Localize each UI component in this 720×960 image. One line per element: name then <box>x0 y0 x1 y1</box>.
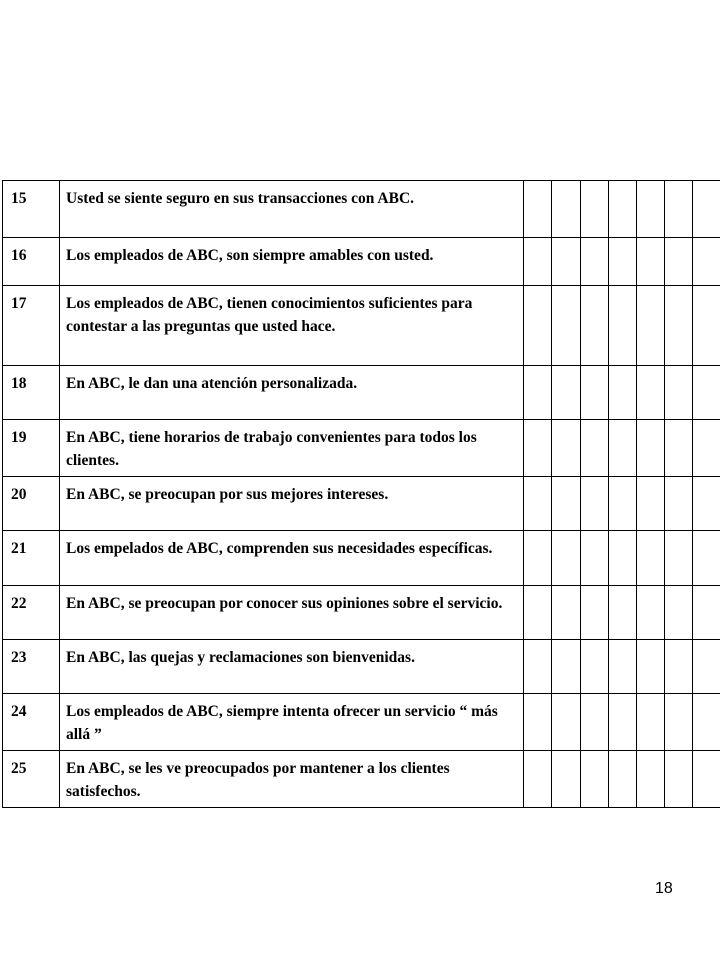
rating-cell-5[interactable] <box>637 694 665 751</box>
rating-cell-7[interactable] <box>693 640 720 694</box>
survey-row-18 <box>3 366 720 420</box>
item-statement: Los empelados de ABC, comprenden sus necesidades específicas. <box>60 531 524 586</box>
survey-row-23 <box>3 640 720 694</box>
rating-cell-6[interactable] <box>665 420 693 477</box>
rating-cell-5[interactable] <box>637 751 665 808</box>
survey-row-15 <box>3 181 720 238</box>
survey-row-17 <box>3 286 720 366</box>
item-statement: En ABC, se preocupan por conocer sus opiniones sobre el servicio. <box>60 586 524 640</box>
item-statement: En ABC, se preocupan por sus mejores intereses. <box>60 477 524 531</box>
rating-cell-4[interactable] <box>609 477 637 531</box>
item-statement: Usted se siente seguro en sus transacciones con ABC. <box>60 181 524 238</box>
rating-cell-3[interactable] <box>581 694 609 751</box>
rating-cell-1[interactable] <box>524 286 552 366</box>
rating-cell-4[interactable] <box>609 751 637 808</box>
rating-cell-5[interactable] <box>637 586 665 640</box>
rating-cell-3[interactable] <box>581 238 609 286</box>
rating-cell-5[interactable] <box>637 238 665 286</box>
survey-row-24 <box>3 694 720 751</box>
rating-cell-2[interactable] <box>552 181 581 238</box>
rating-cell-7[interactable] <box>693 181 720 238</box>
survey-row-22 <box>3 586 720 640</box>
rating-cell-4[interactable] <box>609 238 637 286</box>
rating-cell-7[interactable] <box>693 477 720 531</box>
rating-cell-4[interactable] <box>609 286 637 366</box>
rating-cell-2[interactable] <box>552 366 581 420</box>
rating-cell-5[interactable] <box>637 640 665 694</box>
rating-cell-6[interactable] <box>665 366 693 420</box>
rating-cell-7[interactable] <box>693 420 720 477</box>
item-number: 21 <box>3 531 60 586</box>
item-statement: En ABC, se les ve preocupados por mantener a los clientes satisfechos. <box>60 751 524 808</box>
item-number: 15 <box>3 181 60 238</box>
item-statement: Los empleados de ABC, son siempre amables con usted. <box>60 238 524 286</box>
rating-cell-1[interactable] <box>524 751 552 808</box>
item-number: 23 <box>3 640 60 694</box>
rating-cell-7[interactable] <box>693 751 720 808</box>
item-statement: Los empleados de ABC, siempre intenta ofrecer un servicio “ más allá ” <box>60 694 524 751</box>
rating-cell-5[interactable] <box>637 181 665 238</box>
item-number: 16 <box>3 238 60 286</box>
rating-cell-1[interactable] <box>524 477 552 531</box>
rating-cell-3[interactable] <box>581 286 609 366</box>
rating-cell-7[interactable] <box>693 531 720 586</box>
rating-cell-1[interactable] <box>524 181 552 238</box>
rating-cell-2[interactable] <box>552 586 581 640</box>
rating-cell-1[interactable] <box>524 366 552 420</box>
rating-cell-3[interactable] <box>581 640 609 694</box>
survey-row-19 <box>3 420 720 477</box>
item-number: 24 <box>3 694 60 751</box>
rating-cell-5[interactable] <box>637 420 665 477</box>
item-number: 19 <box>3 420 60 477</box>
item-number: 25 <box>3 751 60 808</box>
rating-cell-2[interactable] <box>552 420 581 477</box>
rating-cell-5[interactable] <box>637 366 665 420</box>
item-number: 18 <box>3 366 60 420</box>
survey-row-20 <box>3 477 720 531</box>
rating-cell-6[interactable] <box>665 531 693 586</box>
rating-cell-5[interactable] <box>637 531 665 586</box>
item-statement: En ABC, las quejas y reclamaciones son bienvenidas. <box>60 640 524 694</box>
item-number: 22 <box>3 586 60 640</box>
survey-row-21 <box>3 531 720 586</box>
rating-cell-1[interactable] <box>524 531 552 586</box>
survey-table <box>2 180 720 808</box>
page-number: 18 <box>655 880 673 897</box>
rating-cell-1[interactable] <box>524 420 552 477</box>
rating-cell-4[interactable] <box>609 531 637 586</box>
rating-cell-4[interactable] <box>609 586 637 640</box>
rating-cell-2[interactable] <box>552 751 581 808</box>
rating-cell-2[interactable] <box>552 694 581 751</box>
item-number: 20 <box>3 477 60 531</box>
rating-cell-3[interactable] <box>581 420 609 477</box>
rating-cell-2[interactable] <box>552 477 581 531</box>
rating-cell-6[interactable] <box>665 751 693 808</box>
rating-cell-6[interactable] <box>665 694 693 751</box>
rating-cell-1[interactable] <box>524 640 552 694</box>
survey-row-16 <box>3 238 720 286</box>
rating-cell-3[interactable] <box>581 531 609 586</box>
rating-cell-2[interactable] <box>552 640 581 694</box>
rating-cell-6[interactable] <box>665 640 693 694</box>
rating-cell-3[interactable] <box>581 586 609 640</box>
rating-cell-2[interactable] <box>552 238 581 286</box>
rating-cell-3[interactable] <box>581 751 609 808</box>
rating-cell-4[interactable] <box>609 420 637 477</box>
rating-cell-5[interactable] <box>637 477 665 531</box>
rating-cell-7[interactable] <box>693 694 720 751</box>
rating-cell-5[interactable] <box>637 286 665 366</box>
item-statement: En ABC, tiene horarios de trabajo convenientes para todos los clientes. <box>60 420 524 477</box>
rating-cell-7[interactable] <box>693 586 720 640</box>
rating-cell-1[interactable] <box>524 238 552 286</box>
rating-cell-7[interactable] <box>693 366 720 420</box>
rating-cell-6[interactable] <box>665 238 693 286</box>
rating-cell-4[interactable] <box>609 694 637 751</box>
survey-body <box>3 181 720 808</box>
rating-cell-4[interactable] <box>609 181 637 238</box>
rating-cell-1[interactable] <box>524 694 552 751</box>
rating-cell-7[interactable] <box>693 238 720 286</box>
rating-cell-2[interactable] <box>552 286 581 366</box>
rating-cell-1[interactable] <box>524 586 552 640</box>
rating-cell-7[interactable] <box>693 286 720 366</box>
item-statement: En ABC, le dan una atención personalizada. <box>60 366 524 420</box>
rating-cell-4[interactable] <box>609 366 637 420</box>
rating-cell-3[interactable] <box>581 181 609 238</box>
rating-cell-3[interactable] <box>581 477 609 531</box>
rating-cell-2[interactable] <box>552 531 581 586</box>
rating-cell-4[interactable] <box>609 640 637 694</box>
rating-cell-6[interactable] <box>665 586 693 640</box>
rating-cell-3[interactable] <box>581 366 609 420</box>
rating-cell-6[interactable] <box>665 181 693 238</box>
rating-cell-6[interactable] <box>665 477 693 531</box>
survey-row-25 <box>3 751 720 808</box>
item-number: 17 <box>3 286 60 366</box>
rating-cell-6[interactable] <box>665 286 693 366</box>
item-statement: Los empleados de ABC, tienen conocimientos suficientes para contestar a las preguntas que usted hace. <box>60 286 524 366</box>
